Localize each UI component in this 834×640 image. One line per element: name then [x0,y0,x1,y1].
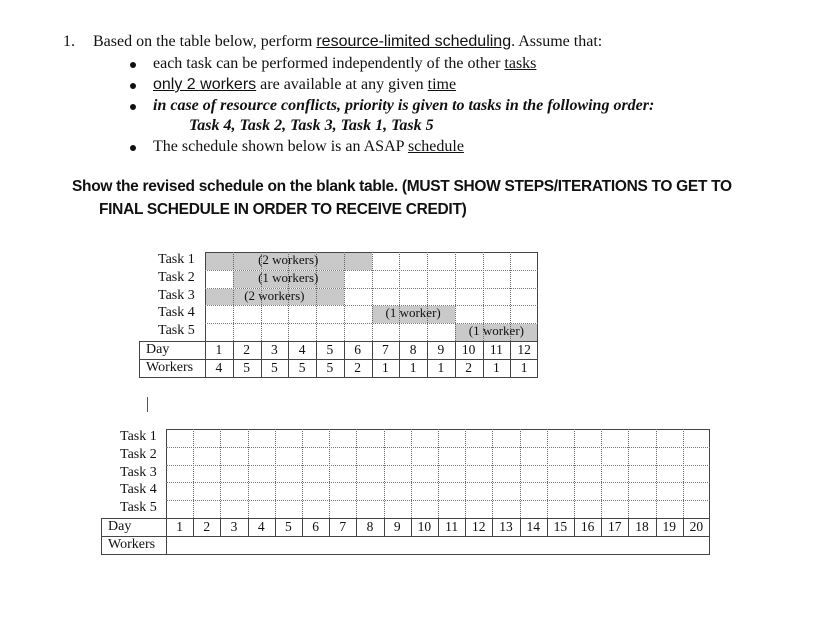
bullet-3-line2: Task 4, Task 2, Task 3, Task 1, Task 5 [189,117,434,134]
task-label: Task 4 [158,305,195,321]
day-number: 4 [257,519,265,534]
day-number: 6 [312,519,319,534]
bullet-1-link: tasks [504,55,537,72]
intro-post: . Assume that: [511,33,603,50]
day-number: 1 [215,342,223,357]
workers-label: Workers [146,360,194,375]
instruction-line-2: FINAL SCHEDULE IN ORDER TO RECEIVE CREDIT) [99,201,467,218]
day-number: 19 [662,519,676,534]
day-number: 6 [354,342,361,357]
workers-value: 5 [243,360,250,375]
workers-value: 5 [298,360,306,375]
task-label: Task 3 [158,287,195,303]
grid-col-line [384,429,385,518]
bullet-3-line1: in case of resource conflicts, priority is given to tasks in the following order: [153,97,655,114]
day-number: 15 [553,519,568,534]
grid-col-line [220,429,221,518]
day-number: 3 [271,342,278,357]
day-number: 5 [326,342,334,357]
grid-col-line [656,429,657,518]
question-number: 1. [63,33,75,50]
grid-col-line [193,429,194,518]
day-number: 10 [417,519,432,534]
workers-value: 1 [409,360,417,375]
grid-col-line [411,429,412,518]
workers-value: 1 [520,360,528,375]
bullet-2-link2: time [427,76,457,93]
task-label: Task 2 [158,269,195,285]
day-number: 18 [635,519,649,534]
day-number: 14 [526,519,540,534]
grid-col-line [520,429,521,518]
grid-col-line [438,429,439,518]
grid-col-line [248,429,249,518]
day-number: 1 [176,519,183,534]
task-bar-label: (1 worker) [468,323,524,339]
grid-row-line [166,465,710,466]
bullet-2-link: only 2 workers [153,76,257,93]
day-number: 7 [339,519,347,534]
workers-label: Workers [108,537,156,552]
bullet-4-link: schedule [407,138,464,155]
day-label: Day [146,342,170,357]
grid-col-line [683,429,684,518]
day-label: Day [108,519,132,534]
bullet-1-text: each task can be performed independently of the other [153,55,505,72]
workers-value: 5 [326,360,334,375]
day-number: 11 [445,519,459,534]
grid-col-line [356,429,357,518]
day-number: 20 [689,519,704,534]
task-label: Task 1 [120,429,157,444]
day-number: 2 [243,342,250,357]
grid-col-line [601,429,602,518]
grid-row-line [166,482,710,483]
day-number: 13 [499,519,513,534]
task-bar-label: (2 workers) [244,287,305,303]
task-bar-label: (2 workers) [258,252,319,267]
workers-value: 1 [437,360,445,375]
grid-col-line [329,429,330,518]
day-number: 4 [298,342,306,357]
workers-value: 1 [382,360,389,375]
grid-col-line [547,429,548,518]
workers-value: 2 [465,360,472,375]
day-number: 17 [608,519,622,534]
day-number: 8 [366,519,374,534]
workers-value: 4 [215,360,223,375]
intro-link: resource-limited scheduling [316,33,512,50]
day-number: 10 [461,342,476,357]
instruction-line-1: Show the revised schedule on the blank table. (MUST SHOW STEPS/ITERATIONS TO GET TO [72,178,732,195]
day-number: 11 [489,342,503,357]
task-label: Task 5 [120,500,157,516]
day-number: 8 [409,342,417,357]
day-number: 5 [285,519,292,534]
day-number: 2 [203,519,211,534]
task-bar-label: (1 worker) [385,305,441,321]
grid-col-line [574,429,575,518]
day-number: 3 [230,519,238,534]
day-number: 7 [382,342,389,357]
task-label: Task 1 [158,252,195,267]
bullet-4-text: The schedule shown below is an ASAP [153,138,408,155]
day-workers-separator [101,536,710,537]
task-bar-label: (1 workers) [258,269,319,285]
workers-value: 2 [354,360,361,375]
day-number: 16 [580,519,595,534]
task-label: Task 5 [158,323,195,339]
grid-col-line [492,429,493,518]
day-number: 9 [437,342,445,357]
bullet-2-text: are available at any given [256,76,428,93]
grid-col-line [465,429,466,518]
day-number: 9 [393,519,401,534]
day-number: 12 [517,342,531,357]
grid-col-line [302,429,303,518]
task-label: Task 3 [120,464,157,480]
task-label: Task 4 [120,482,157,498]
workers-value: 1 [493,360,500,375]
grid-row-line [166,447,710,448]
grid-col-line [628,429,629,518]
workers-value: 5 [271,360,278,375]
grid-row-line [166,500,710,501]
grid-col-line [275,429,276,518]
day-number: 12 [472,519,486,534]
intro-pre: Based on the table below, perform [93,33,317,50]
task-label: Task 2 [120,446,157,462]
